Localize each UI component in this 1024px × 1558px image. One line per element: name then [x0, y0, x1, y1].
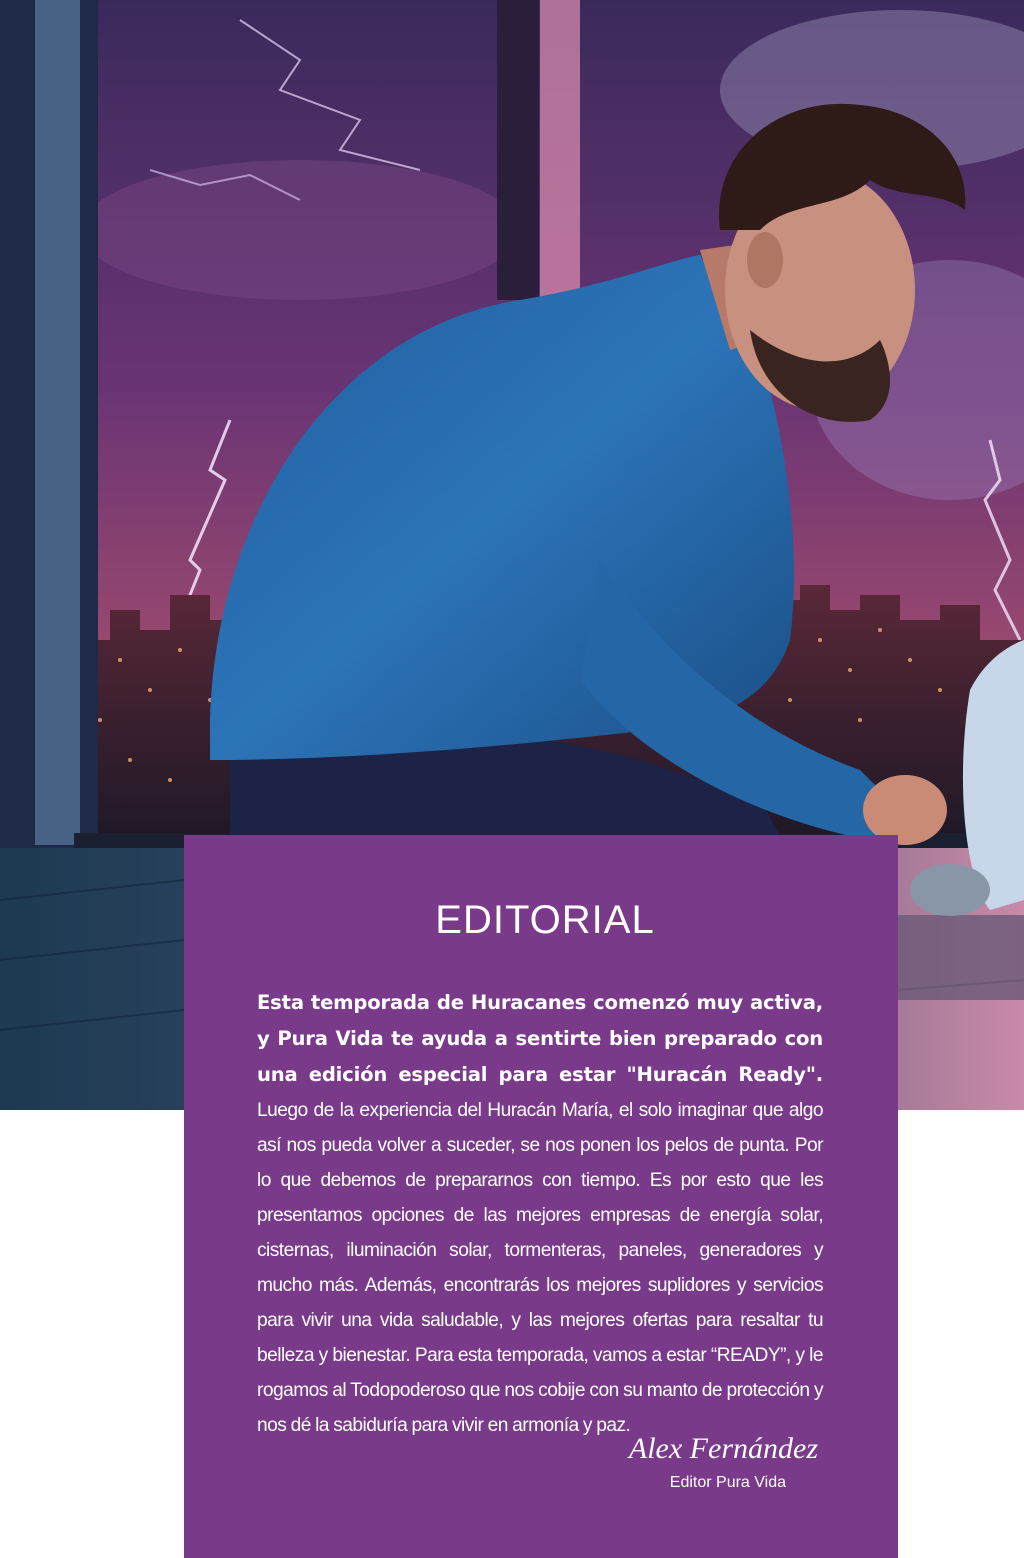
editorial-title: EDITORIAL	[435, 898, 655, 942]
author-signature: Alex Fernández	[628, 1432, 818, 1465]
author-role: Editor Pura Vida	[669, 1474, 786, 1491]
editorial-lead: Esta temporada de Huracanes comenzó muy activa, y Pura Vida te ayuda a sentirte bien preparado con una edición especial para estar "Huracán Ready".	[257, 991, 823, 1086]
editorial-body-text: Luego de la experiencia del Huracán María, el solo imaginar que algo así nos pueda volver a suceder, se nos ponen los pelos de punta. Por lo que debemos de prepararnos con tiempo. Es por esto que les presentamos opciones de las mejores empresas de energía solar, cisternas, iluminación solar, tormenteras, paneles, generadores y mucho más. Además, encontrarás los mejores suplidores y servicios para vivir una vida saludable, y las mejores ofertas para resaltar tu belleza y bienestar. Para esta temporada, vamos a estar “READY”, y le rogamos al Todopoderoso que nos cobije con su manto de protección y nos dé la sabiduría para vivir en armonía y paz.	[257, 1100, 823, 1436]
editorial-body	[257, 985, 823, 1443]
